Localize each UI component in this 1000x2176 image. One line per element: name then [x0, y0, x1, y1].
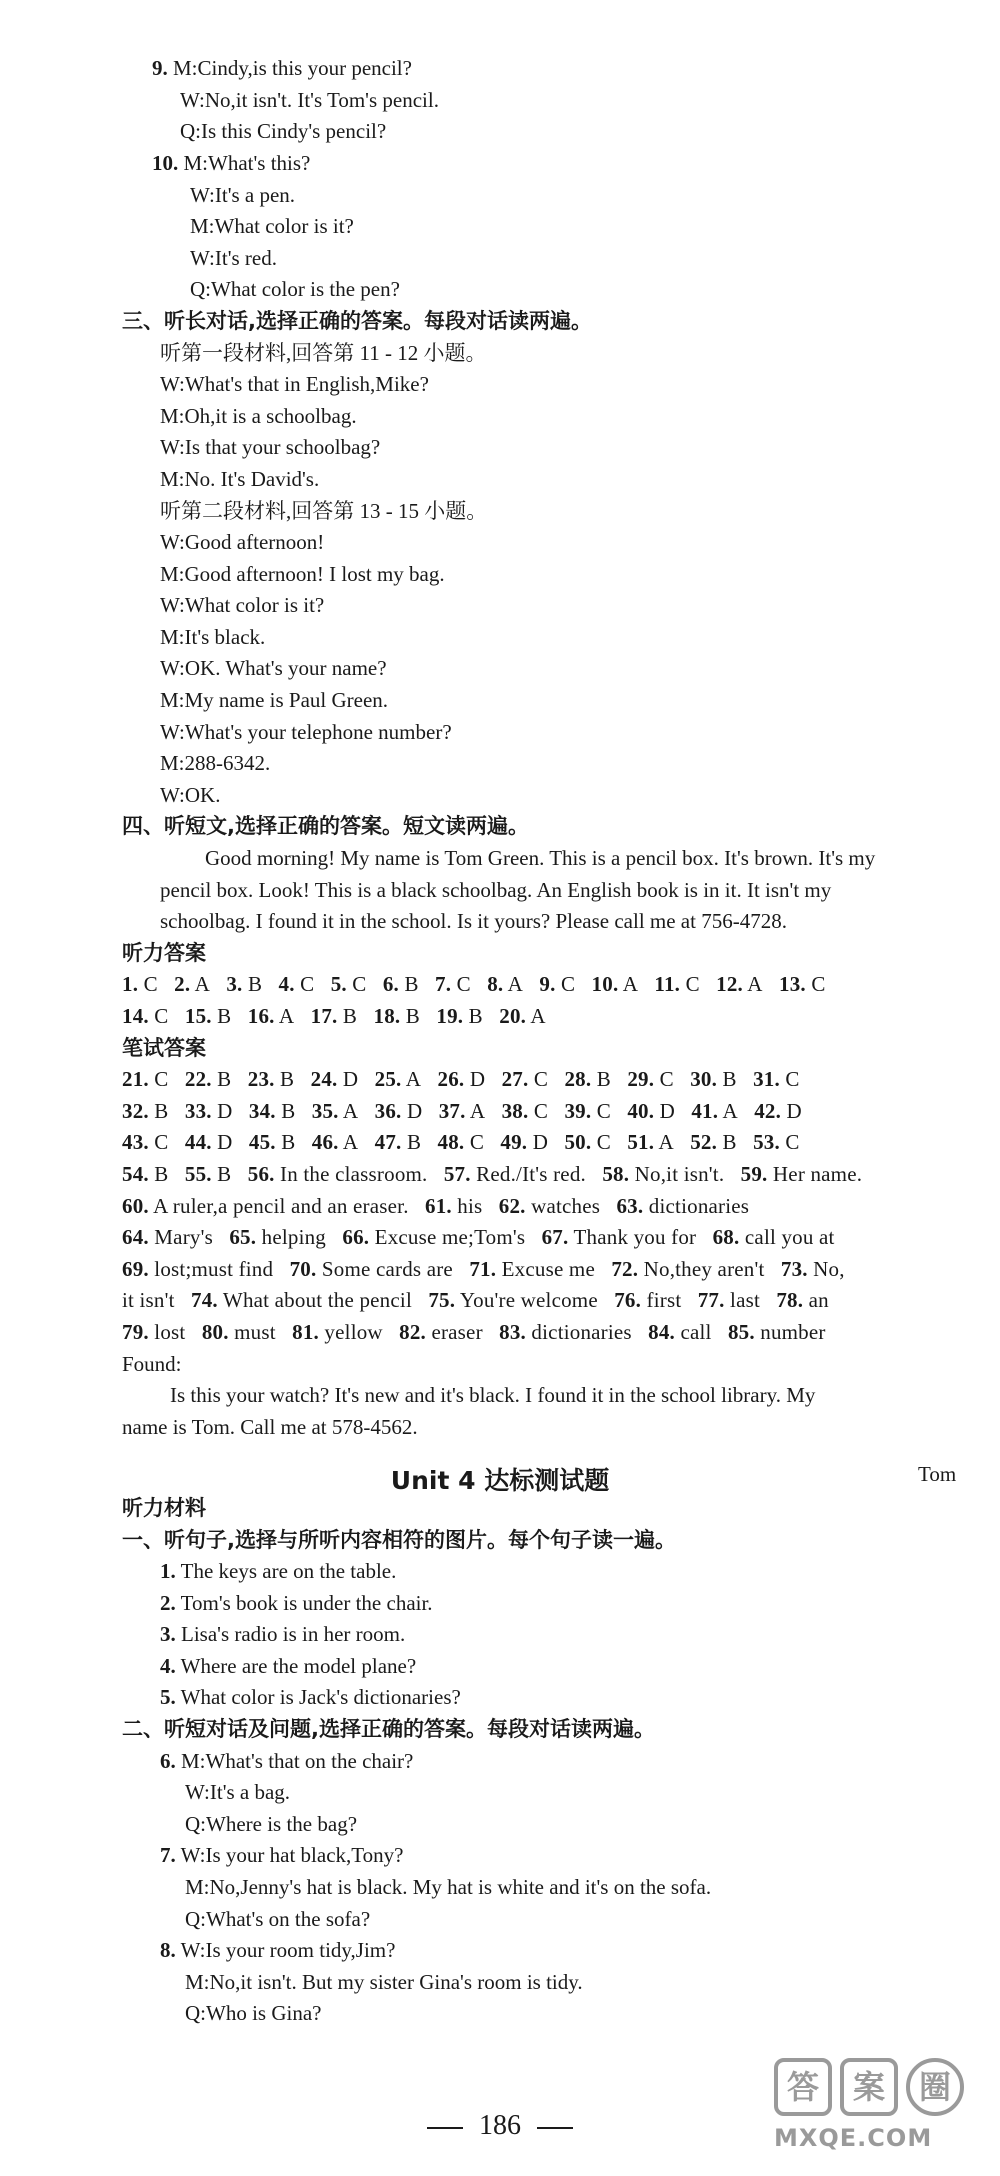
text-line: W:What's your telephone number?: [160, 720, 452, 744]
text-line: M:What color is it?: [190, 214, 354, 238]
text-line: M:Good afternoon! I lost my bag.: [160, 562, 445, 586]
section-heading: 听力材料: [122, 1496, 206, 1520]
text-line: schoolbag. I found it in the school. Is it yours? Please call me at 756-4728.: [160, 909, 787, 933]
answer-line: 43. C 44. D 45. B 46. A 47. B 48. C 49. D 50. C 51. A 52. B 53. C: [122, 1130, 800, 1154]
answer-line: 14. C 15. B 16. A 17. B 18. B 19. B 20. A: [122, 1004, 546, 1028]
answer-line: 54. B 55. B 56. In the classroom. 57. Red./It's red. 58. No,it isn't. 59. Her name.: [122, 1162, 863, 1186]
text-line: Is this your watch? It's new and it's black. I found it in the school library. My: [170, 1383, 816, 1407]
answer-line: 79. lost 80. must 81. yellow 82. eraser 83. dictionaries 84. call 85. number: [122, 1320, 826, 1344]
text-line: Good morning! My name is Tom Green. This is a pencil box. It's brown. It's my: [205, 846, 876, 870]
text-line: W:What color is it?: [160, 593, 325, 617]
text-line: 1. The keys are on the table.: [160, 1559, 397, 1583]
text-line: 2. Tom's book is under the chair.: [160, 1591, 433, 1615]
section-heading: 三、听长对话,选择正确的答案。每段对话读两遍。: [122, 309, 592, 333]
text-line: 听第二段材料,回答第 13 - 15 小题。: [160, 499, 488, 523]
text-line: name is Tom. Call me at 578-4562.: [122, 1415, 418, 1439]
text-line: W:OK.: [160, 783, 221, 807]
section-heading: 笔试答案: [122, 1036, 206, 1060]
text-line: W:It's a bag.: [185, 1780, 291, 1804]
answer-line: 1. C 2. A 3. B 4. C 5. C 6. B 7. C 8. A 9. C 10. A 11. C 12. A 13. C: [122, 972, 826, 996]
answer-line: 21. C 22. B 23. B 24. D 25. A 26. D 27. C 28. B 29. C 30. B 31. C: [122, 1067, 800, 1091]
section-heading: 四、听短文,选择正确的答案。短文读两遍。: [122, 814, 529, 838]
text-line: 3. Lisa's radio is in her room.: [160, 1622, 406, 1646]
text-line: 6. M:What's that on the chair?: [160, 1749, 414, 1773]
text-line: W:Is that your schoolbag?: [160, 435, 381, 459]
text-line: 听第一段材料,回答第 11 - 12 小题。: [160, 341, 487, 365]
unit-title: Unit 4 达标测试题: [390, 1466, 610, 1495]
answer-line: 32. B 33. D 34. B 35. A 36. D 37. A 38. C 39. C 40. D 41. A 42. D: [122, 1099, 802, 1123]
text-line: W:Good afternoon!: [160, 530, 325, 554]
text-line: W:It's a pen.: [190, 183, 296, 207]
text-line: 9. M:Cindy,is this your pencil?: [152, 56, 412, 80]
text-line: 7. W:Is your hat black,Tony?: [160, 1843, 404, 1867]
text-line: Q:Where is the bag?: [185, 1812, 358, 1836]
watermark-glyph-1: 答: [774, 2058, 832, 2116]
text-line: W:OK. What's your name?: [160, 656, 387, 680]
text-line: M:Oh,it is a schoolbag.: [160, 404, 357, 428]
section-heading: 一、听句子,选择与所听内容相符的图片。每个句子读一遍。: [122, 1528, 676, 1552]
text-line: W:It's red.: [190, 246, 277, 270]
text-line: M:No,it isn't. But my sister Gina's room is tidy.: [185, 1970, 583, 1994]
text-line: 8. W:Is your room tidy,Jim?: [160, 1938, 396, 1962]
text-line: M:No. It's David's.: [160, 467, 320, 491]
text-line: Tom: [918, 1462, 957, 1486]
answer-line: it isn't 74. What about the pencil 75. You're welcome 76. first 77. last 78. an: [122, 1288, 829, 1312]
section-heading: 二、听短对话及问题,选择正确的答案。每段对话读两遍。: [122, 1717, 655, 1741]
text-line: Q:Is this Cindy's pencil?: [180, 119, 387, 143]
text-line: Found:: [122, 1352, 182, 1376]
text-line: 10. M:What's this?: [152, 151, 311, 175]
text-line: Q:What's on the sofa?: [185, 1907, 371, 1931]
answer-line: 69. lost;must find 70. Some cards are 71. Excuse me 72. No,they aren't 73. No,: [122, 1257, 845, 1281]
text-line: M:My name is Paul Green.: [160, 688, 389, 712]
section-heading: 听力答案: [122, 941, 206, 965]
page-number-dash-left: [427, 2127, 463, 2129]
text-line: Q:What color is the pen?: [190, 277, 400, 301]
page-number-dash-right: [537, 2127, 573, 2129]
watermark-glyph-3: 圈: [906, 2058, 964, 2116]
text-line: Q:Who is Gina?: [185, 2001, 322, 2025]
watermark-glyph-2: 案: [840, 2058, 898, 2116]
text-line: W:What's that in English,Mike?: [160, 372, 429, 396]
text-line: M:288-6342.: [160, 751, 271, 775]
watermark-logo: [754, 2058, 984, 2158]
answer-line: 60. A ruler,a pencil and an eraser. 61. his 62. watches 63. dictionaries: [122, 1194, 750, 1218]
text-line: 5. What color is Jack's dictionaries?: [160, 1685, 461, 1709]
text-line: 4. Where are the model plane?: [160, 1654, 417, 1678]
text-line: M:No,Jenny's hat is black. My hat is white and it's on the sofa.: [185, 1875, 712, 1899]
watermark-url: MXQE.COM: [774, 2124, 933, 2152]
answer-line: 64. Mary's 65. helping 66. Excuse me;Tom's 67. Thank you for 68. call you at: [122, 1225, 835, 1249]
text-line: M:It's black.: [160, 625, 266, 649]
text-line: pencil box. Look! This is a black schoolbag. An English book is in it. It isn't my: [160, 878, 832, 902]
text-line: W:No,it isn't. It's Tom's pencil.: [180, 88, 439, 112]
page-number-text: 186: [479, 2110, 521, 2141]
